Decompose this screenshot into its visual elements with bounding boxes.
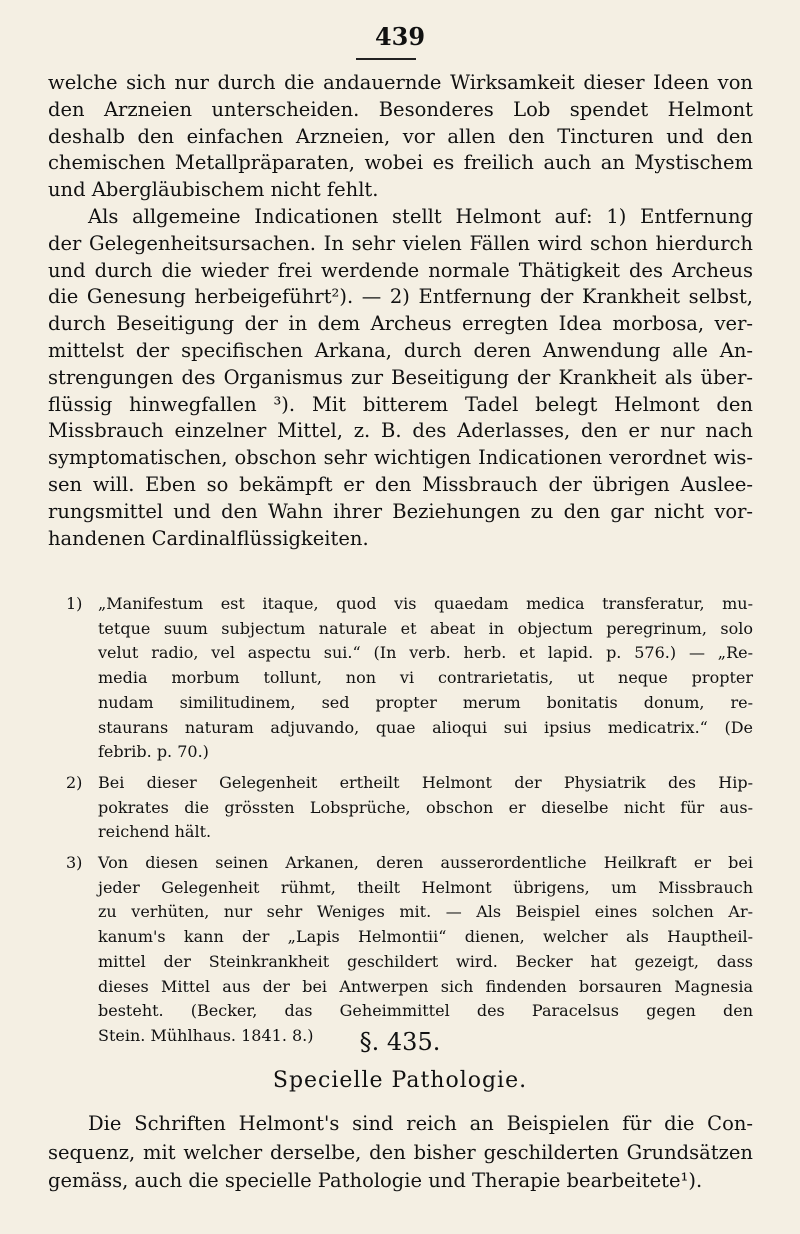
section-text xyxy=(48,1110,753,1196)
footnote-line: reichend hält. xyxy=(98,822,212,842)
footnote-2 xyxy=(48,771,753,845)
footnote-line: mittel der Steinkrankheit geschildert wird. Becker hat gezeigt, dass xyxy=(98,951,753,971)
text-line: strengungen des Organismus zur Beseitigung der Krankheit als über- xyxy=(48,365,753,389)
section-title: Specielle Pathologie. xyxy=(272,1068,528,1093)
text-line: handenen Cardinalflüssigkeiten. xyxy=(48,526,369,550)
text-line: die Genesung herbeigeführt²). — 2) Entfernung der Krankheit selbst, xyxy=(48,285,753,309)
footnote-line: tetque suum subjectum naturale et abeat in objectum peregrinum, solo xyxy=(98,618,753,638)
text-line: und durch die wieder frei werdende normale Thätigkeit des Archeus xyxy=(48,258,753,282)
footnote-line: kanum's kann der „Lapis Helmontii“ dienen, welcher als Hauptheil- xyxy=(98,927,753,947)
footnote-text xyxy=(98,851,753,1049)
text-line: symptomatischen, obschon sehr wichtigen Indicationen verordnet wis- xyxy=(48,446,753,470)
footnote-line: jeder Gelegenheit rühmt, theilt Helmont übrigens, um Missbrauch xyxy=(98,877,753,897)
text-line: den Arzneien unterscheiden. Besonderes Lob spendet Helmont xyxy=(48,97,753,121)
footnotes xyxy=(48,592,753,1055)
footnote-text xyxy=(98,592,753,765)
footnote-3 xyxy=(48,851,753,1049)
footnote-line: staurans naturam adjuvando, quae alioqui sui ipsius medicatrix.“ (De xyxy=(98,717,753,737)
text-line: mittelst der specifischen Arkana, durch deren Anwendung alle An- xyxy=(48,338,753,362)
footnote-text xyxy=(98,771,753,845)
page-number: 439 xyxy=(374,22,426,51)
footnote-1 xyxy=(48,592,753,765)
footnote-line: media morbum tollunt, non vi contrarietatis, ut neque propter xyxy=(98,668,753,688)
footnote-number: 3) xyxy=(66,853,83,873)
header-rule xyxy=(356,58,416,60)
footnote-line: Bei dieser Gelegenheit ertheilt Helmont der Physiatrik des Hip- xyxy=(98,772,753,792)
main-text xyxy=(48,70,753,552)
text-line: und Abergläubischem nicht fehlt. xyxy=(48,178,379,202)
footnote-line: zu verhüten, nur sehr Weniges mit. — Als Beispiel eines solchen Ar- xyxy=(98,902,753,922)
section-number: §. 435. xyxy=(359,1028,441,1056)
text-line: flüssig hinwegfallen ³). Mit bitterem Tadel belegt Helmont den xyxy=(48,392,753,416)
text-line: durch Beseitigung der in dem Archeus erregten Idea morbosa, ver- xyxy=(48,312,753,336)
footnote-number: 2) xyxy=(66,772,83,792)
footnote-line: „Manifestum est itaque, quod vis quaedam medica transferatur, mu- xyxy=(98,594,753,613)
footnote-line: besteht. (Becker, das Geheimmittel des Paracelsus gegen den xyxy=(98,1001,753,1021)
text-line: rungsmittel und den Wahn ihrer Beziehungen zu den gar nicht vor- xyxy=(48,499,753,523)
footnote-line: velut radio, vel aspectu sui.“ (In verb. herb. et lapid. p. 576.) — „Re- xyxy=(98,643,753,663)
footnote-line: Von diesen seinen Arkanen, deren ausserordentliche Heilkraft er bei xyxy=(98,853,753,873)
text-line: deshalb den einfachen Arzneien, vor allen den Tincturen und den xyxy=(48,124,753,148)
text-line: Missbrauch einzelner Mittel, z. B. des Aderlasses, den er nur nach xyxy=(48,419,753,443)
footnote-line: Stein. Mühlhaus. 1841. 8.) xyxy=(98,1025,314,1045)
text-line: Als allgemeine Indicationen stellt Helmont auf: 1) Entfernung xyxy=(88,204,753,228)
footnote-number: 1) xyxy=(66,594,83,613)
text-line: chemischen Metallpräparaten, wobei es freilich auch an Mystischem xyxy=(48,151,753,175)
text-line: Die Schriften Helmont's sind reich an Beispielen für die Con- xyxy=(88,1112,753,1135)
text-line: gemäss, auch die specielle Pathologie und Therapie bearbeitete¹). xyxy=(48,1169,703,1192)
footnote-line: nudam similitudinem, sed propter merum bonitatis donum, re- xyxy=(98,692,753,712)
footnote-line: pokrates die grössten Lobsprüche, obschon er dieselbe nicht für aus- xyxy=(98,797,753,817)
text-line: welche sich nur durch die andauernde Wirksamkeit dieser Ideen von xyxy=(48,71,753,94)
text-line: sen will. Eben so bekämpft er den Missbrauch der übrigen Auslee- xyxy=(48,472,753,496)
footnote-line: dieses Mittel aus der bei Antwerpen sich findenden borsauren Magnesia xyxy=(98,976,753,996)
text-line: der Gelegenheitsursachen. In sehr vielen Fällen wird schon hierdurch xyxy=(48,231,753,255)
footnote-line: febrib. p. 70.) xyxy=(98,742,209,762)
text-line: sequenz, mit welcher derselbe, den bisher geschilderten Grundsätzen xyxy=(48,1140,753,1164)
